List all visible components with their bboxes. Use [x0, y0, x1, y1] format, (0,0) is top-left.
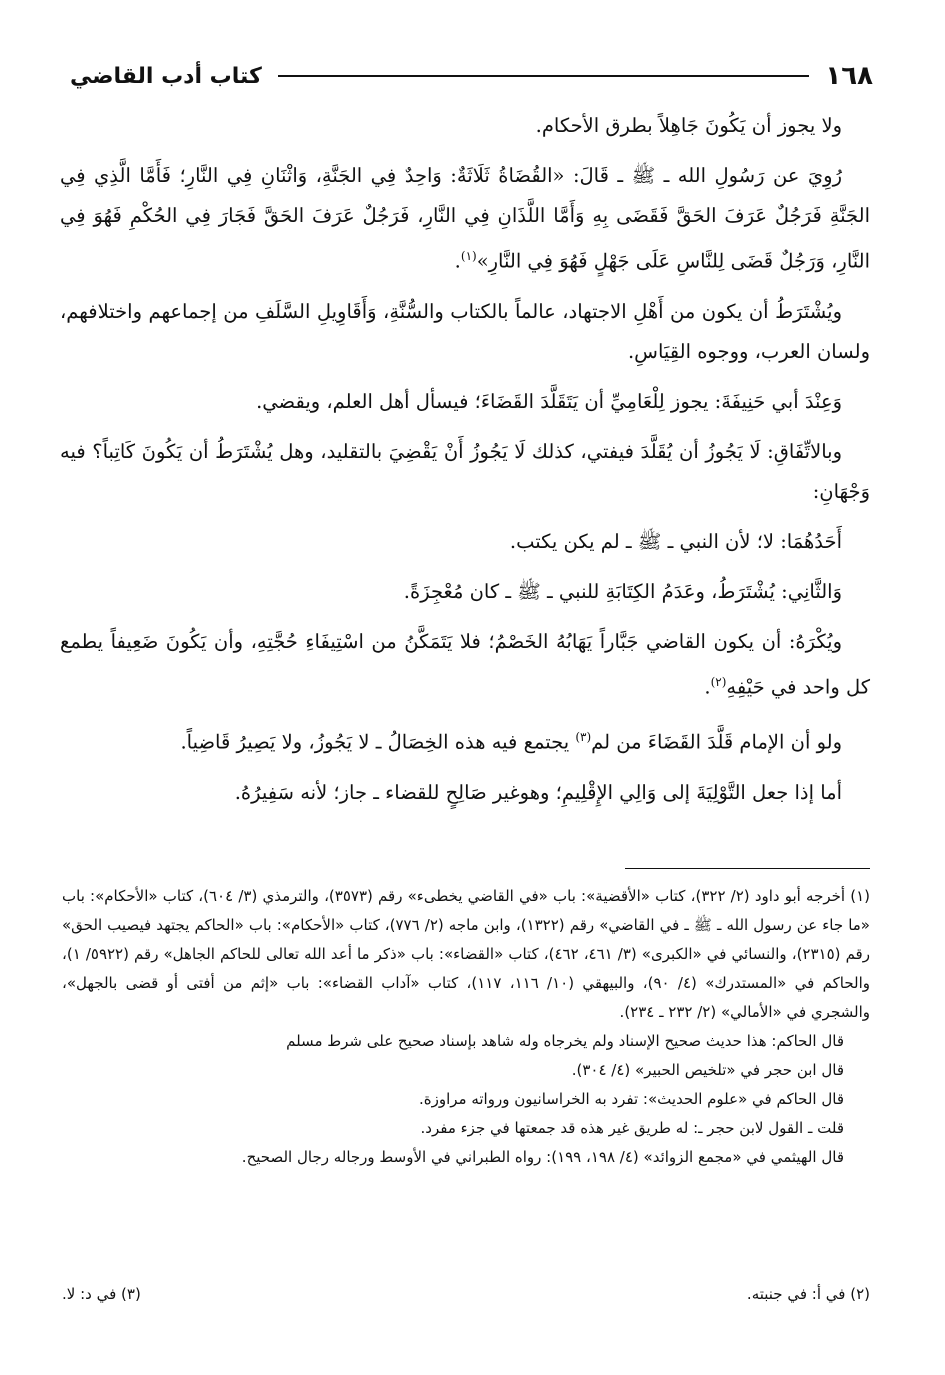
page-number: ١٦٨ [825, 61, 873, 91]
footnotes [62, 882, 870, 1172]
paragraph [60, 522, 870, 562]
footnote-line: قال ابن حجر في «تلخيص الحبير» (٤/ ٣٠٤). [571, 1061, 844, 1079]
footnote-ref: (٢) [710, 674, 727, 689]
footnote-ref: (٣) [575, 730, 592, 744]
footnote-1: (١) أخرجه أبو داود (٢/ ٣٢٢)، كتاب «الأقضية»: باب «في القاضي يخطىء» رقم (٣٥٧٣)، والترمذي (٣/ ٦٠٤)، كتاب «الأحكام»: باب «ما جاء عن رسول الله ـ ﷺ ـ في القاضي» رقم (١٣٢٢)، وابن ماجه (٢/ ٧٧٦)، كتاب «الأحكام»: باب «الحاكم يجتهد فيصيب الحق» رقم (٢٣١٥)، والنسائي في «الكبرى» (٣/ ٤٦١، ٤٦٢)، كتاب «القضاء»: باب «ذكر ما أعد الله تعالى للحاكم الجاهل» رقم (٥٩٢٢/ ١)، والحاكم في «المستدرك» (٤/ ٩٠)، والبيهقي (١٠/ ١١٦، ١١٧)، كتاب «آداب القضاء»: باب «إثم من أفتى أو قضى بالجهل»، والشجري في «الأمالي» (٢/ ٢٣٢ ـ ٢٣٤). [62, 887, 871, 1021]
footnotes-bottom [62, 1285, 870, 1315]
paragraph [60, 106, 870, 146]
header-rule [278, 75, 810, 77]
hadith-text: رُوِيَ عن رَسُولِ الله ـ ﷺ ـ قَالَ: «القُضَاةُ ثَلَاثَةٌ: وَاحِدٌ فِي الجَنَّةِ، وَاثْنَانِ فِي النَّارِ؛ فَأَمَّا الَّذِي فِي الجَنَّةِ فَرَجُلٌ عَرَفَ الحَقَّ فَقَضَى بِهِ وَأَمَّا اللَّذَانِ فِي النَّارِ، فَرَجُلٌ عَرَفَ الحَقَّ فَجَارَ فِي الحُكْمِ فَهُوَ فِي النَّارِ، وَرَجُلٌ قَضَى لِلنَّاسِ عَلَى جَهْلٍ فَهُوَ فِي النَّارِ» [60, 164, 870, 273]
paragraph-text: وَالثَّانِي: يُشْتَرَطُ، وعَدَمُ الكِتَابَةِ للنبي ـ ﷺ ـ كان مُعْجِزَةً. [403, 579, 842, 603]
paragraph-text: وَعِنْدَ أبي حَنِيفَةَ: يجوز لِلْعَامِيِّ أن يَتَقَلَّدَ القَضَاءَ؛ فيسأل أهل العلم، ويقضي. [256, 389, 842, 413]
footnote-line: قال الهيثمي في «مجمع الزوائد» (٤/ ١٩٨، ١٩٩): رواه الطبراني في الأوسط ورجاله رجال الصحيح. [241, 1148, 844, 1166]
paragraph [60, 292, 870, 372]
paragraph-text: ويُكْرَهُ: أن يكون القاضي جَبَّاراً يَهَابُهُ الخَصْمُ؛ فلا يَتَمَكَّنُ من اسْتِيفَاءِ حُجَّتِهِ، وأن يَكُونَ ضَعِيفاً يطمع كل واحد في حَيْفِهِ [60, 629, 870, 698]
footnote-separator [625, 868, 870, 869]
footnote-3: (٣) في د: لا. [62, 1285, 141, 1303]
paragraph [60, 717, 870, 763]
paragraph-text: ويُشْتَرَطُ أن يكون من أَهْلِ الاجتهاد، عالماً بالكتاب والسُّنَّةِ، وَأَقَاوِيلِ السَّلَفِ من إجماعهم واختلافهم، ولسان العرب، ووجوه القِيَاسِ. [60, 299, 870, 363]
paragraph [60, 382, 870, 422]
paragraph-text: وبالاتِّفَاقِ: لَا يَجُوزُ أن يُقَلَّدَ فيفتي، كذلك لَا يَجُوزُ أَنْ يَقْضِيَ بالتقليد، وهل يُشْتَرَطُ أن يَكُونَ كَاتِباً؟ فيه وَجْهَانِ: [60, 439, 870, 503]
footnote-line: قال الحاكم في «علوم الحديث»: تفرد به الخراسانيون ورواته مراوزة. [418, 1090, 844, 1108]
paragraph [60, 432, 870, 512]
footnote-2: (٢) في أ: في جنبته. [746, 1285, 870, 1303]
paragraph [60, 773, 870, 813]
paragraph-text: ولو أن الإمام قَلَّدَ القَضَاءَ من لم [591, 730, 842, 754]
paragraph-text: يجتمع فيه هذه الخِصَالُ ـ لا يَجُوزُ، ولا يَصِيرُ قَاضِياً. [180, 730, 570, 754]
footnote-ref: (١) [460, 249, 477, 263]
footnote-line: قال الحاكم: هذا حديث صحيح الإسناد ولم يخرجاه وله شاهد بإسناد صحيح على شرط مسلم [286, 1032, 844, 1050]
paragraph [60, 572, 870, 612]
paragraph: ويُكْرَهُ: أن يكون القاضي جَبَّاراً يَهَابُهُ الخَصْمُ؛ فلا يَتَمَكَّنُ من اسْتِيفَاءِ حُجَّتِهِ، وأن يَكُونَ ضَعِيفاً يطمع كل واحد في حَيْفِهِ$^{(٢)}$. [60, 629, 870, 698]
paragraph: رُوِيَ عن رَسُولِ الله ـ ﷺ ـ قَالَ: «القُضَاةُ ثَلَاثَةٌ: وَاحِدٌ فِي الجَنَّةِ، وَاثْنَانِ فِي النَّارِ؛ فَأَمَّا الَّذِي فِي الجَنَّةِ فَرَجُلٌ عَرَفَ الحَقَّ فَقَضَى بِهِ وَأَمَّا اللَّذَانِ فِي النَّارِ، فَرَجُلٌ عَرَفَ الحَقَّ فَجَارَ فِي الحُكْمِ فَهُوَ فِي النَّارِ، وَرَجُلٌ قَضَى لِلنَّاسِ عَلَى جَهْلٍ فَهُوَ فِي النَّارِ»$^{(١)}$. [60, 164, 870, 273]
footnote-line: قلت ـ القول لابن حجر ـ: له طريق غير هذه قد جمعتها في جزء مفرد. [420, 1119, 844, 1137]
paragraph-text: ولا يجوز أن يَكُونَ جَاهِلاً بطرق الأحكام. [535, 114, 842, 137]
paragraph-text: أَحَدُهُمَا: لا؛ لأن النبي ـ ﷺ ـ لم يكن يكتب. [509, 529, 842, 553]
page-header [70, 56, 873, 96]
main-text [60, 106, 870, 823]
running-title: كتاب أدب القاضي [70, 63, 262, 89]
paragraph-text: أما إذا جعل التَّوْلِيَةَ إلى وَالِي الإِقْلِيمِ؛ وهوغير صَالِحٍ للقضاء ـ جاز؛ لأنه سَفِيرُهُ. [234, 780, 842, 804]
